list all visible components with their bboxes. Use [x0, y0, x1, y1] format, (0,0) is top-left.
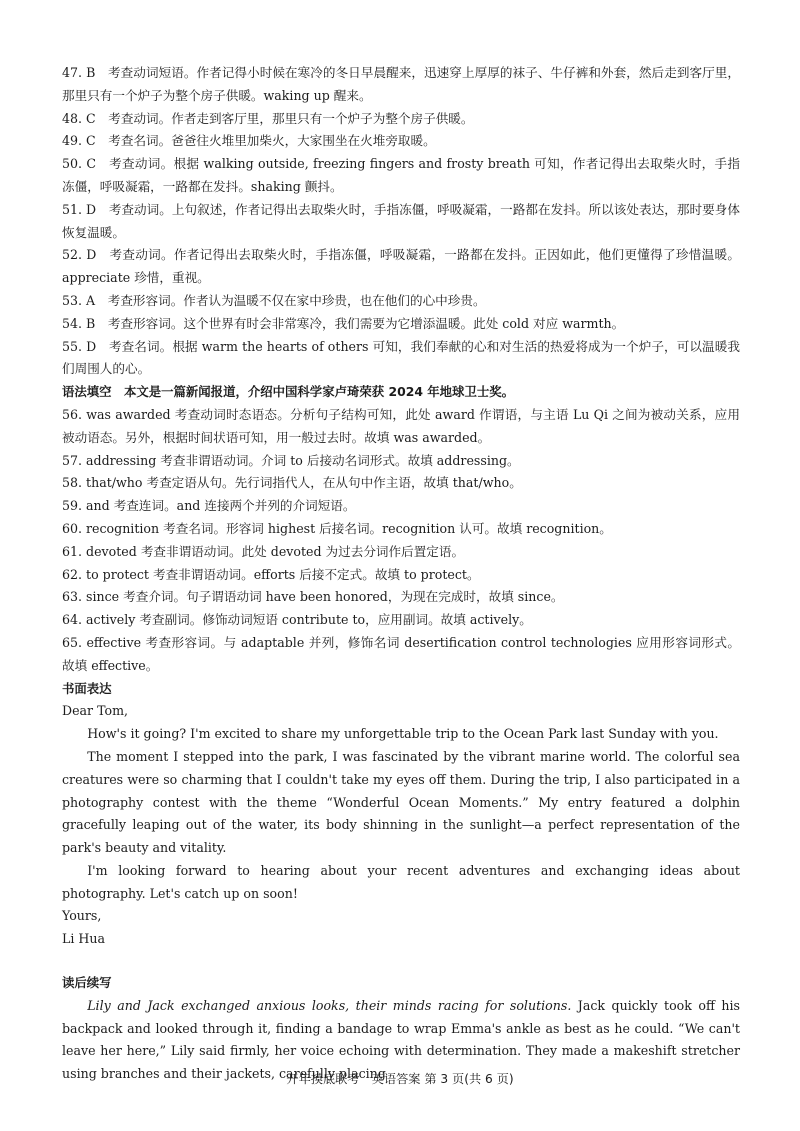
- answer-item: 51. D 考查动词。上句叙述，作者记得出去取柴火时，手指冻僵，呼吸凝霜，一路都在发抖。所以该处表达，那时要身体恢复温暖。: [62, 201, 740, 240]
- continuation-section: [62, 972, 740, 1086]
- letter-salutation: Dear Tom,: [62, 703, 129, 719]
- letter-paragraph: I'm looking forward to hearing about your recent adventures and exchanging ideas about photography. Let's catch up on soon!: [62, 862, 740, 901]
- answer-item: 57. addressing 考查非谓语动词。介词 to 后接动名词形式。故填 addressing。: [62, 452, 520, 468]
- answer-item: 50. C 考查动词。根据 walking outside, freezing fingers and frosty breath 可知，作者记得出去取柴火时，手指冻僵，呼吸凝霜，一路都在发抖。shaking 颤抖。: [62, 156, 740, 194]
- letter-closing: Yours,: [62, 908, 102, 924]
- answer-item: 47. B 考查动词短语。作者记得小时候在寒冷的冬日早晨醒来，迅速穿上厚厚的袜子、牛仔裤和外套，然后走到客厅里，那里只有一个炉子为整个房子供暖。waking up 醒来。: [62, 65, 740, 103]
- grammar-section-heading: 语法填空 本文是一篇新闻报道，介绍中国科学家卢琦荣获 2024 年地球卫士奖。: [62, 384, 515, 400]
- answer-item: 65. effective 考查形容词。与 adaptable 并列，修饰名词 desertification control technologies 应用形容词形式。故填 effective。: [62, 634, 740, 673]
- answer-item: 54. B 考查形容词。这个世界有时会非常寒冷，我们需要为它增添温暖。此处 cold 对应 warmth。: [62, 315, 625, 331]
- story-italic-opening: Lily and Jack exchanged anxious looks, their minds racing for solutions.: [87, 997, 572, 1013]
- answer-item: 61. devoted 考查非谓语动词。此处 devoted 为过去分词作后置定语。: [62, 543, 465, 559]
- cloze-answer-list: [62, 62, 740, 381]
- answer-item: 56. was awarded 考查动词时态语态。分析句子结构可知，此处 award 作谓语，与主语 Lu Qi 之间为被动关系，应用被动语态。另外，根据时间状语可知，用一般过去时。故填 was awarded。: [62, 406, 740, 445]
- answer-item: 58. that/who 考查定语从句。先行词指代人，在从句中作主语，故填 that/who。: [62, 475, 522, 491]
- answer-item: 49. C 考查名词。爸爸往火堆里加柴火，大家围坐在火堆旁取暖。: [62, 133, 436, 149]
- story-text: Jack quickly took off his backpack and looked through it, finding a bandage to wrap Emma's ankle as best as he could. “We can't leave her here,” Lily said firmly, her voice echoing with determination. They made a makeshift stretcher using branches and their jackets, carefully placing: [62, 997, 740, 1082]
- answer-content: [62, 62, 740, 951]
- letter-paragraph: The moment I stepped into the park, I was fascinated by the vibrant marine world. The colorful sea creatures were so charming that I couldn't take my eyes off them. During the trip, I also participated in a photography contest with the theme “Wonderful Ocean Moments.” My entry featured a dolphin gracefully leaping out of the water, its body shinning in the sunlight—a perfect representation of the park's beauty and vitality.: [62, 748, 740, 856]
- answer-item: 62. to protect 考查非谓语动词。efforts 后接不定式。故填 to protect。: [62, 566, 480, 582]
- grammar-answer-list: [62, 404, 740, 678]
- continuation-section-heading: 读后续写: [62, 975, 112, 990]
- answer-item: 59. and 考查连词。and 连接两个并列的介词短语。: [62, 498, 356, 514]
- letter-paragraph: How's it going? I'm excited to share my unforgettable trip to the Ocean Park last Sunday with you.: [87, 726, 719, 742]
- answer-item: 63. since 考查介词。句子谓语动词 have been honored，为现在完成时，故填 since。: [62, 589, 564, 605]
- writing-section-heading: 书面表达: [62, 680, 112, 696]
- sample-letter: [62, 700, 740, 951]
- answer-item: 64. actively 考查副词。修饰动词短语 contribute to，应用副词。故填 actively。: [62, 612, 532, 628]
- letter-signature: Li Hua: [62, 931, 105, 947]
- answer-item: 55. D 考查名词。根据 warm the hearts of others 可知，我们奉献的心和对生活的热爱将成为一个炉子，可以温暖我们周围人的心。: [62, 338, 740, 377]
- answer-item: 48. C 考查动词。作者走到客厅里，那里只有一个炉子为整个房子供暖。: [62, 110, 474, 126]
- page-footer: 开年摸底联考 英语答案 第 3 页(共 6 页): [286, 1072, 514, 1086]
- answer-item: 53. A 考查形容词。作者认为温暖不仅在家中珍贵，也在他们的心中珍贵。: [62, 292, 486, 308]
- answer-item: 52. D 考查动词。作者记得出去取柴火时，手指冻僵，呼吸凝霜，一路都在发抖。正因如此，他们更懂得了珍惜温暖。appreciate 珍惜，重视。: [62, 247, 740, 286]
- answer-item: 60. recognition 考查名词。形容词 highest 后接名词。recognition 认可。故填 recognition。: [62, 520, 612, 536]
